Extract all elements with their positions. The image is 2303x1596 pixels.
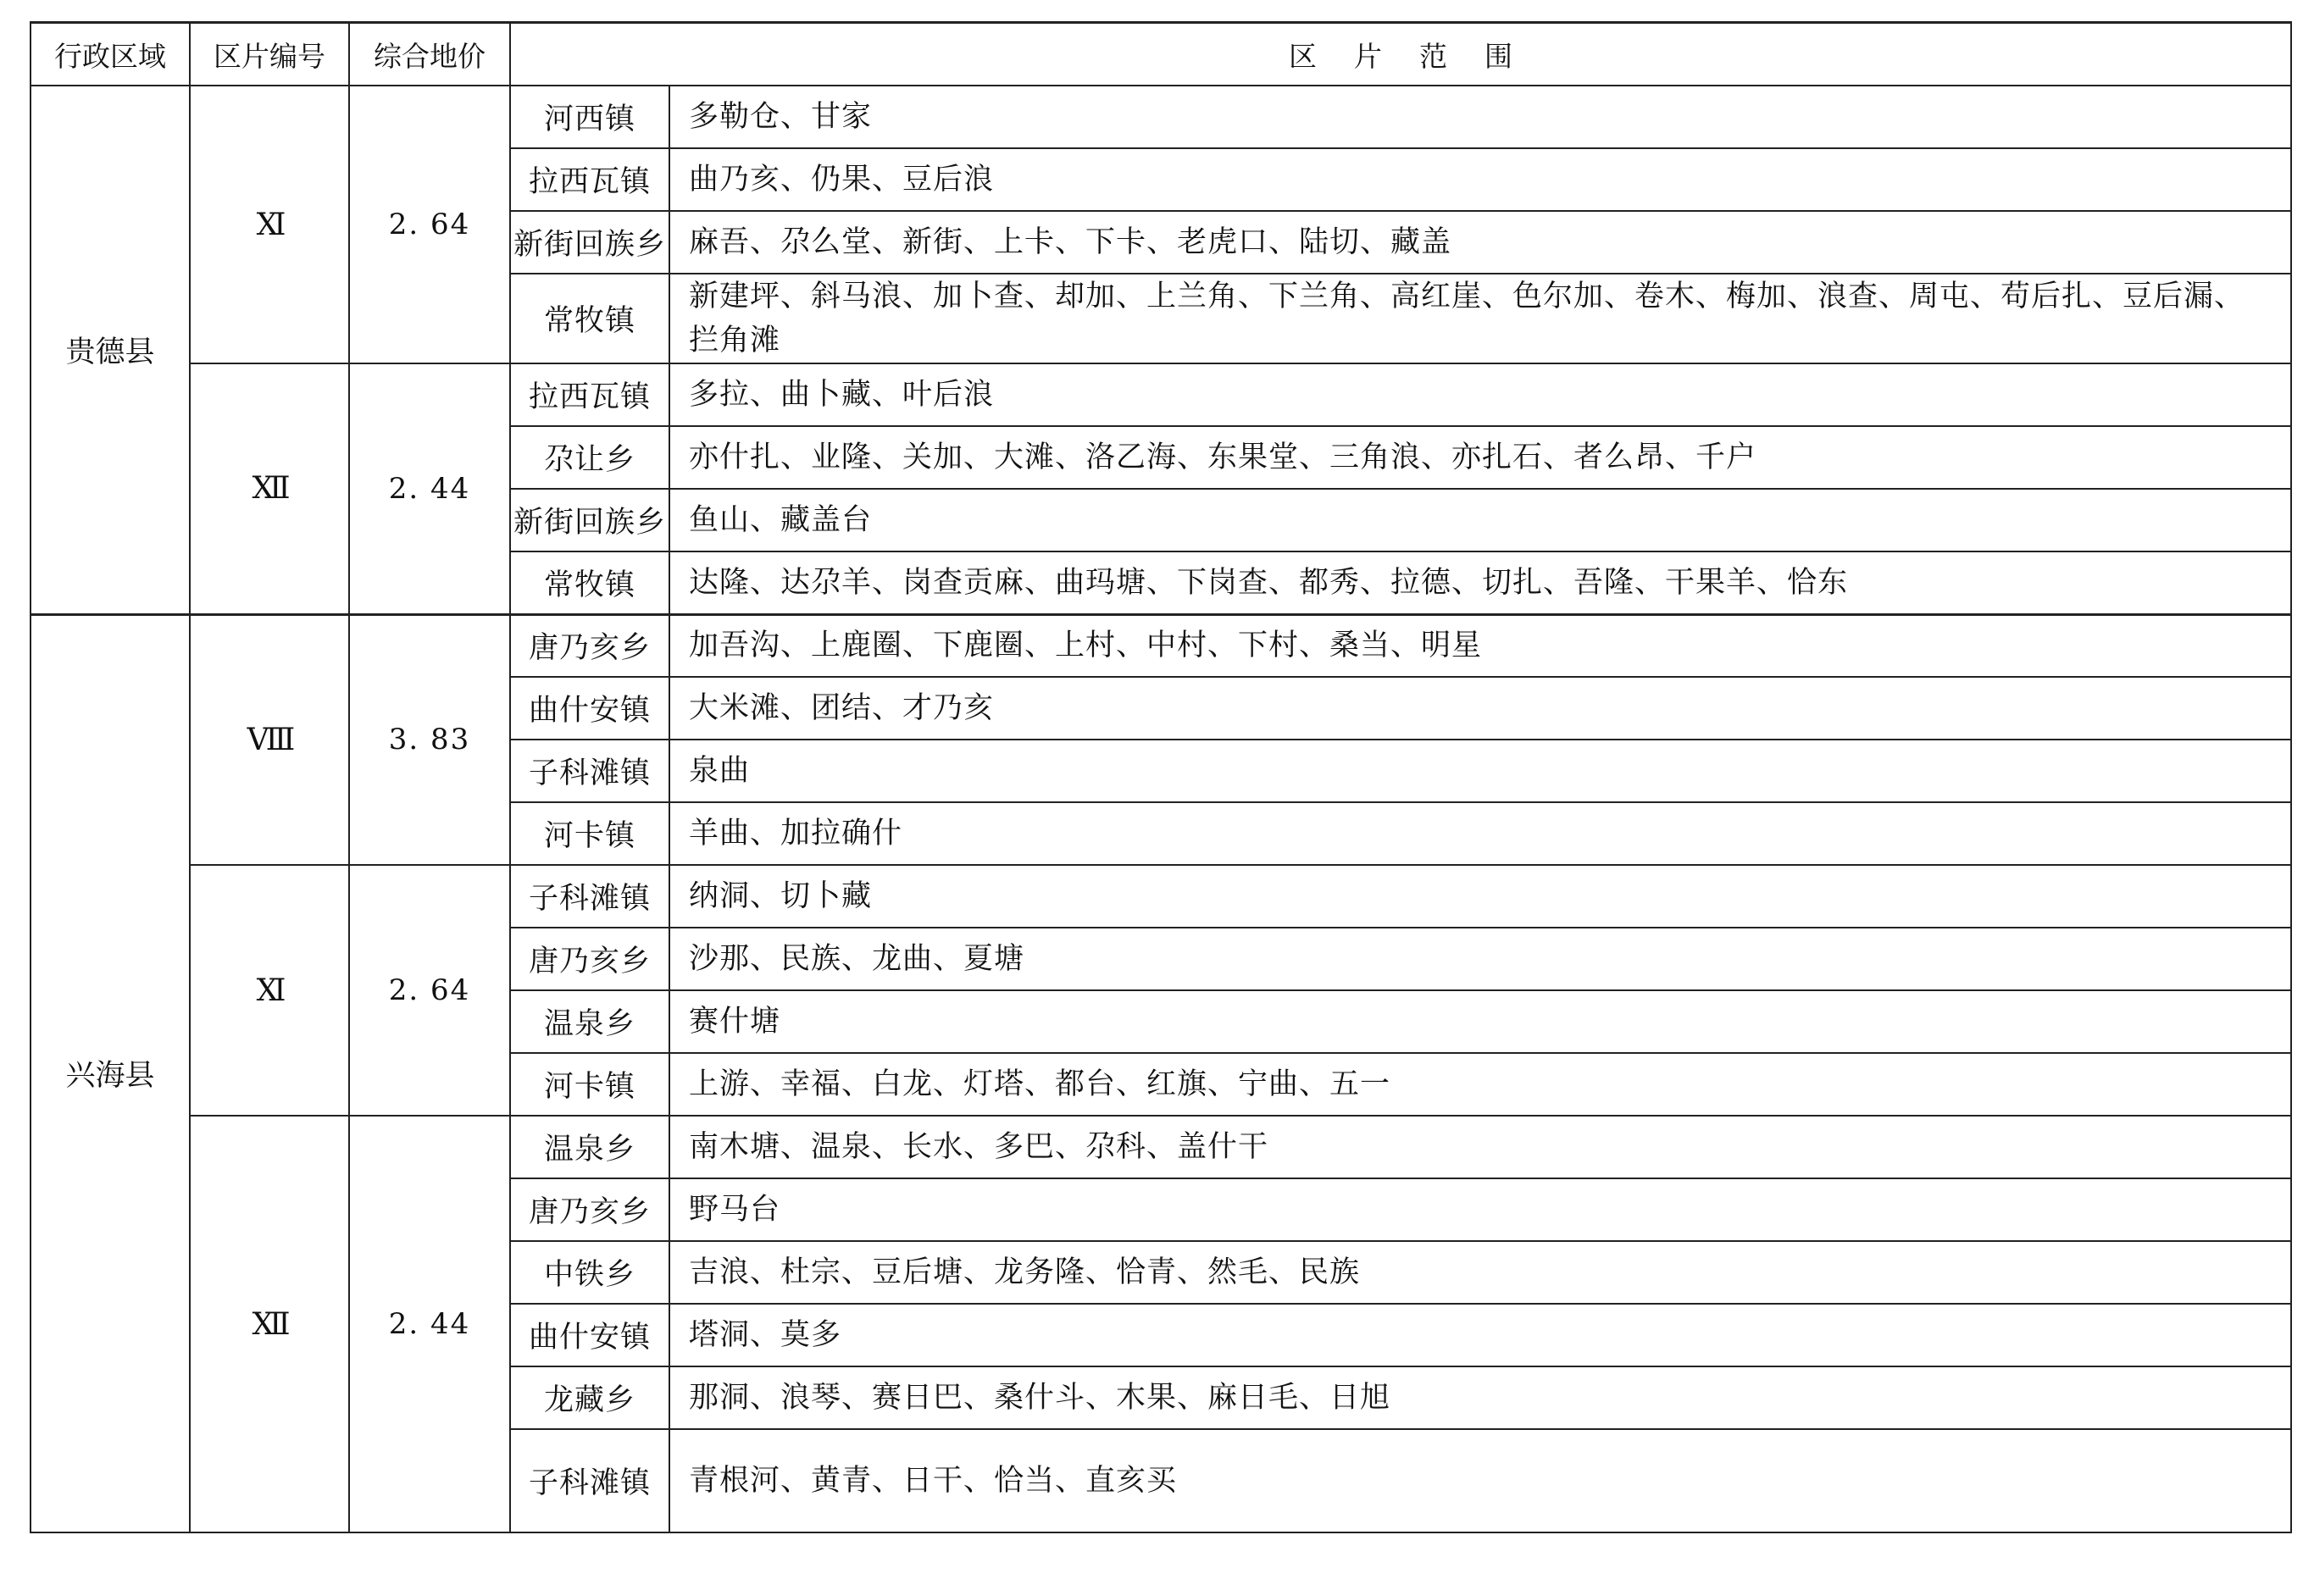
scope-cell: 泉曲 — [669, 740, 2291, 802]
header-scope: 区 片 范 围 — [510, 23, 2291, 86]
region-cell: 兴海县 — [31, 614, 190, 1532]
table-row — [31, 86, 2291, 148]
scope-cell: 纳洞、切卜藏 — [669, 865, 2291, 928]
town-cell: 曲什安镇 — [510, 677, 669, 740]
town-cell: 尕让乡 — [510, 426, 669, 489]
scope-cell: 多拉、曲卜藏、叶后浪 — [669, 363, 2291, 426]
table-row — [31, 865, 2291, 928]
scope-cell: 曲乃亥、仍果、豆后浪 — [669, 148, 2291, 211]
town-cell: 拉西瓦镇 — [510, 148, 669, 211]
scope-cell: 大米滩、团结、才乃亥 — [669, 677, 2291, 740]
town-cell: 常牧镇 — [510, 551, 669, 614]
town-cell: 唐乃亥乡 — [510, 928, 669, 990]
scope-cell: 上游、幸福、白龙、灯塔、都台、红旗、宁曲、五一 — [669, 1053, 2291, 1116]
zone-number-cell: Ⅷ — [190, 614, 349, 865]
scope-cell: 加吾沟、上鹿圈、下鹿圈、上村、中村、下村、桑当、明星 — [669, 614, 2291, 677]
town-cell: 河卡镇 — [510, 802, 669, 865]
scope-cell: 沙那、民族、龙曲、夏塘 — [669, 928, 2291, 990]
header-zone-number: 区片编号 — [190, 23, 349, 86]
scope-cell: 吉浪、杜宗、豆后塘、龙务隆、恰青、然毛、民族 — [669, 1241, 2291, 1304]
town-cell: 新街回族乡 — [510, 211, 669, 274]
price-cell: 2. 44 — [349, 363, 510, 614]
header-row — [31, 23, 2291, 86]
price-cell: 2. 64 — [349, 86, 510, 363]
scope-cell: 多勒仓、甘家 — [669, 86, 2291, 148]
header-composite-price: 综合地价 — [349, 23, 510, 86]
scope-cell: 达隆、达尕羊、岗查贡麻、曲玛塘、下岗查、都秀、拉德、切扎、吾隆、干果羊、恰东 — [669, 551, 2291, 614]
zone-number-cell: Ⅻ — [190, 363, 349, 614]
scope-cell: 鱼山、藏盖台 — [669, 489, 2291, 551]
zone-number-cell: Ⅺ — [190, 865, 349, 1116]
scope-cell: 羊曲、加拉确什 — [669, 802, 2291, 865]
price-cell: 2. 64 — [349, 865, 510, 1116]
town-cell: 唐乃亥乡 — [510, 614, 669, 677]
scope-cell: 青根河、黄青、日干、恰当、直亥买 — [669, 1429, 2291, 1532]
town-cell: 曲什安镇 — [510, 1304, 669, 1366]
zone-number-cell: Ⅺ — [190, 86, 349, 363]
town-cell: 子科滩镇 — [510, 865, 669, 928]
town-cell: 龙藏乡 — [510, 1366, 669, 1429]
scope-cell: 野马台 — [669, 1178, 2291, 1241]
scope-cell: 亦什扎、业隆、关加、大滩、洛乙海、东果堂、三角浪、亦扎石、者么昂、千户 — [669, 426, 2291, 489]
town-cell: 温泉乡 — [510, 990, 669, 1053]
town-cell: 新街回族乡 — [510, 489, 669, 551]
header-region: 行政区域 — [31, 23, 190, 86]
scope-cell: 赛什塘 — [669, 990, 2291, 1053]
zone-number-cell: Ⅻ — [190, 1116, 349, 1532]
scope-cell: 塔洞、莫多 — [669, 1304, 2291, 1366]
land-price-table — [30, 21, 2292, 1533]
town-cell: 温泉乡 — [510, 1116, 669, 1178]
town-cell: 子科滩镇 — [510, 1429, 669, 1532]
town-cell: 唐乃亥乡 — [510, 1178, 669, 1241]
table-row — [31, 363, 2291, 426]
table-row — [31, 1116, 2291, 1178]
town-cell: 河西镇 — [510, 86, 669, 148]
town-cell: 中铁乡 — [510, 1241, 669, 1304]
town-cell: 常牧镇 — [510, 274, 669, 363]
region-cell: 贵德县 — [31, 86, 190, 614]
town-cell: 拉西瓦镇 — [510, 363, 669, 426]
town-cell: 子科滩镇 — [510, 740, 669, 802]
price-cell: 2. 44 — [349, 1116, 510, 1532]
scope-cell: 南木塘、温泉、长水、多巴、尕科、盖什干 — [669, 1116, 2291, 1178]
price-cell: 3. 83 — [349, 614, 510, 865]
town-cell: 河卡镇 — [510, 1053, 669, 1116]
scope-cell: 新建坪、斜马浪、加卜查、却加、上兰角、下兰角、高红崖、色尔加、卷木、梅加、浪查、周屯、苟后扎、豆后漏、拦角滩 — [669, 274, 2291, 363]
scope-cell: 麻吾、尕么堂、新街、上卡、下卡、老虎口、陆切、藏盖 — [669, 211, 2291, 274]
table-row — [31, 614, 2291, 677]
scope-cell: 那洞、浪琴、赛日巴、桑什斗、木果、麻日毛、日旭 — [669, 1366, 2291, 1429]
